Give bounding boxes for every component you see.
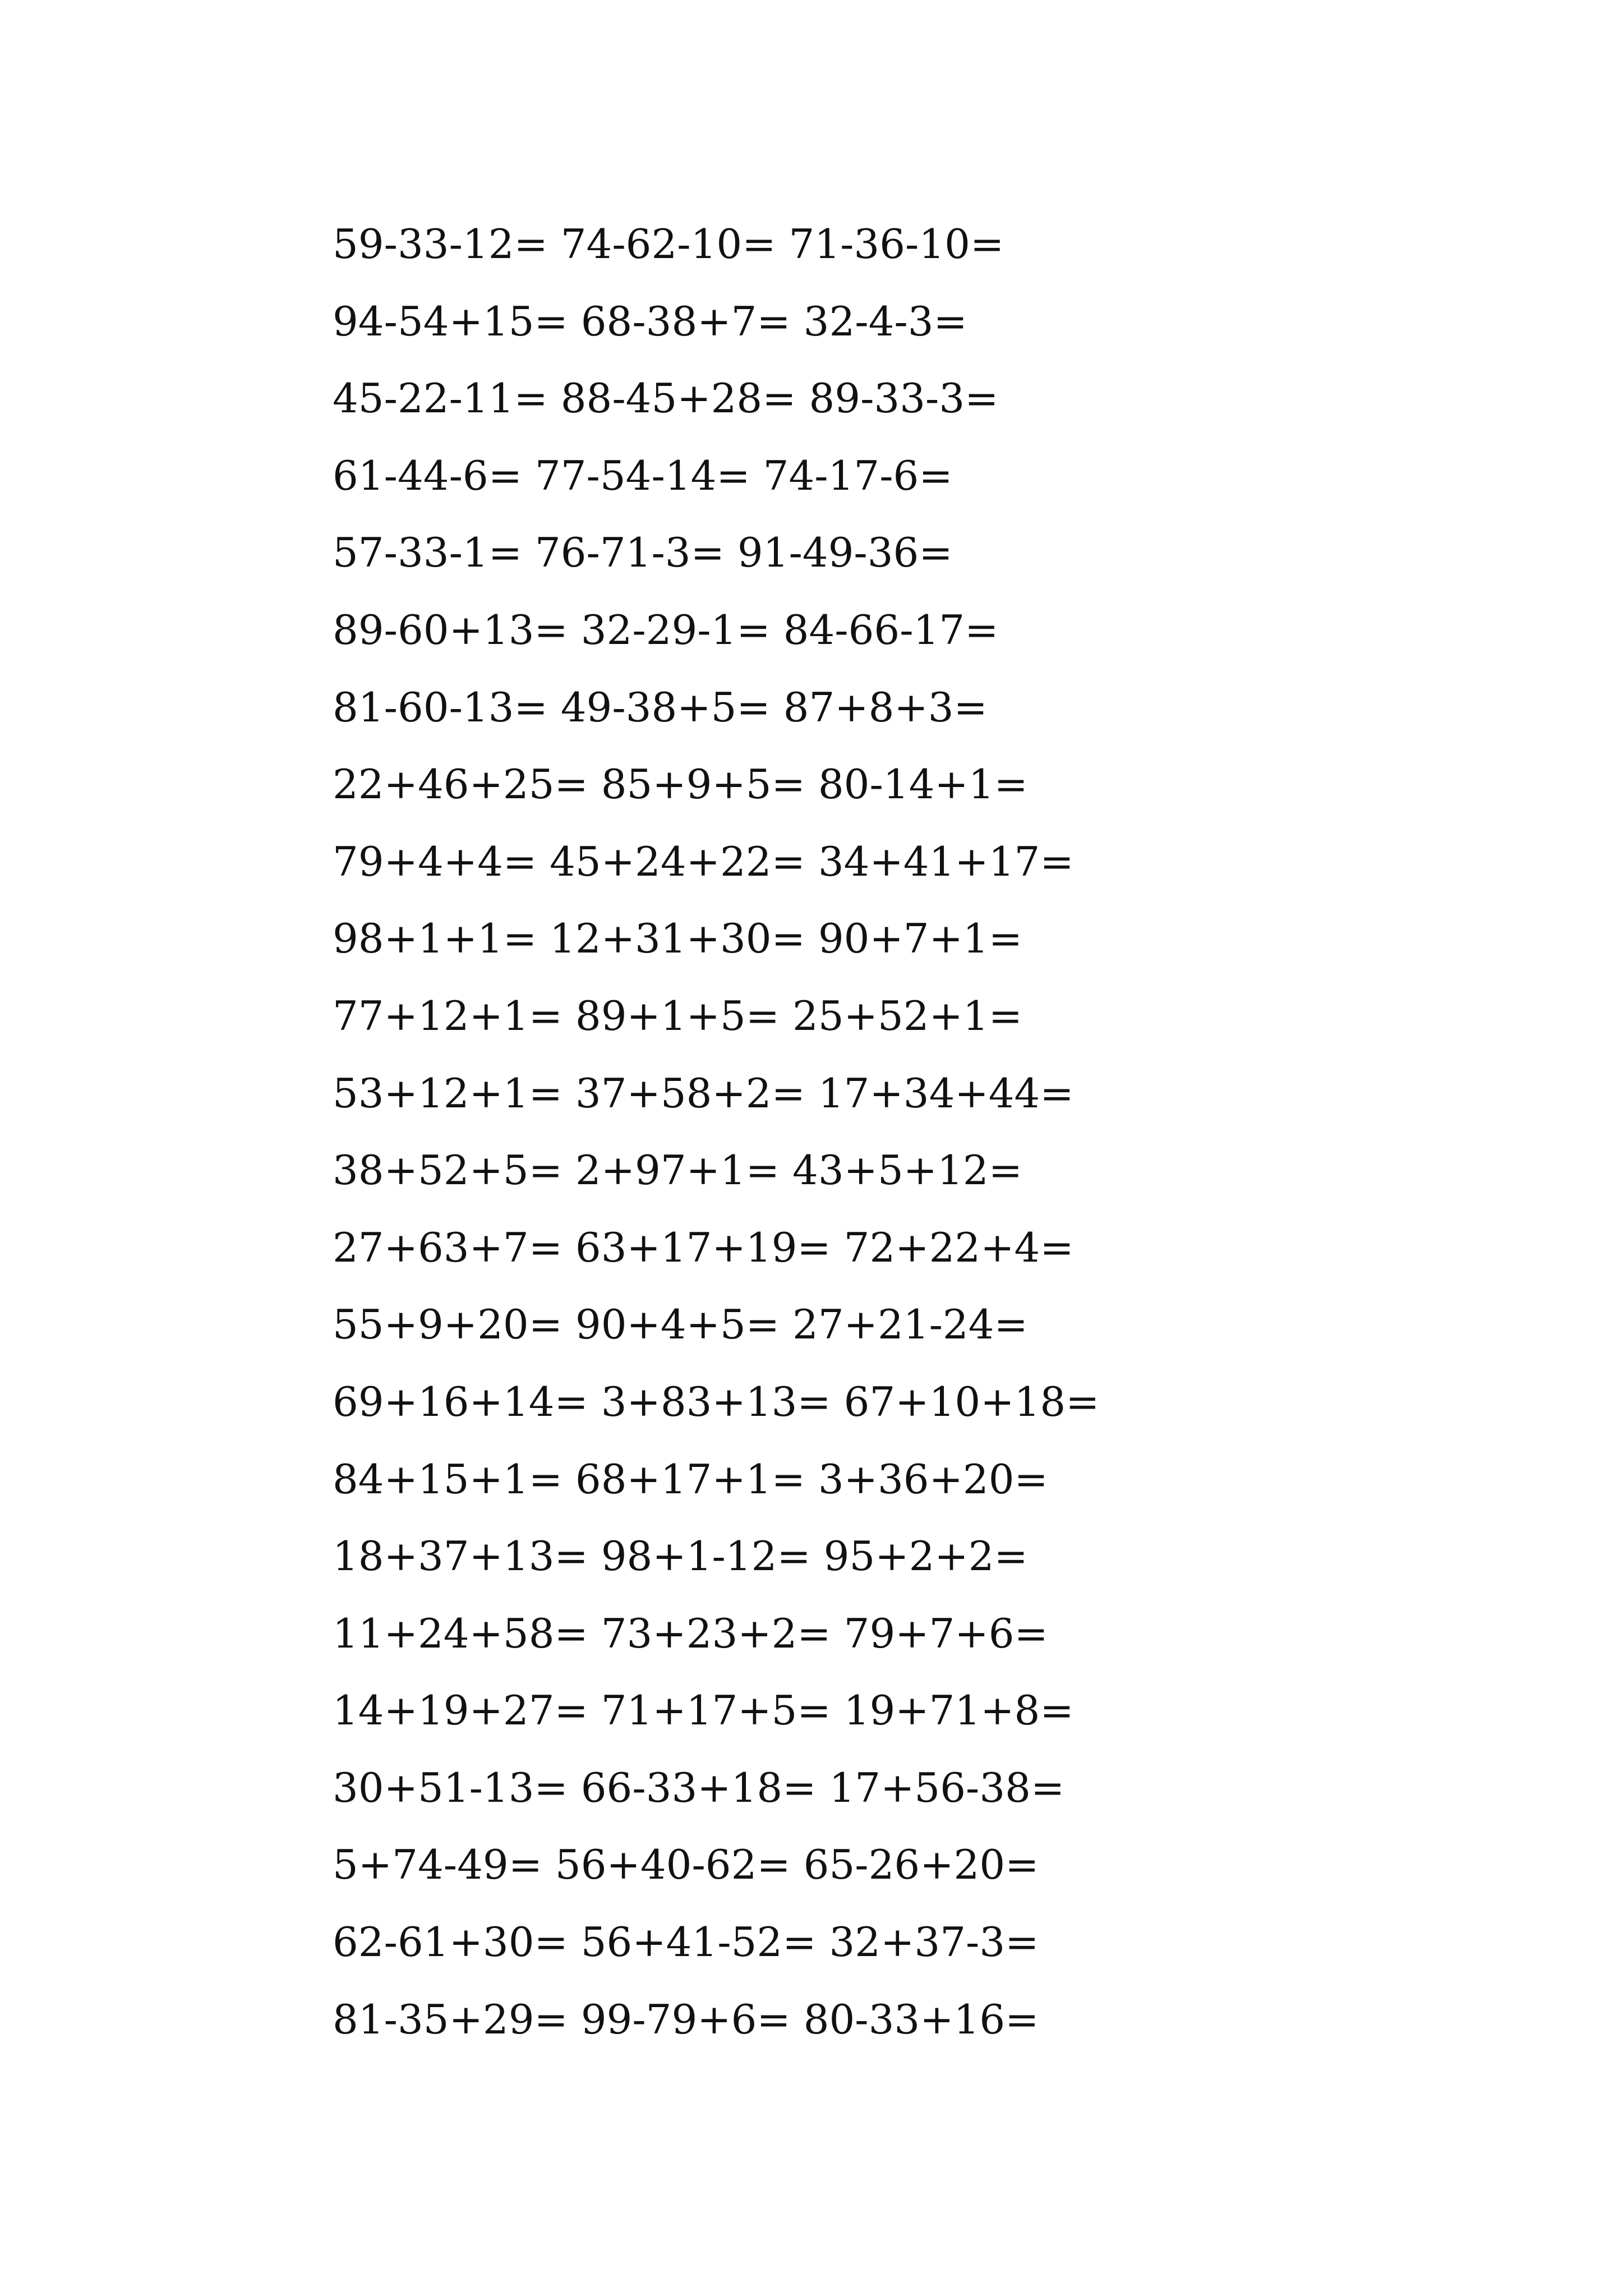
arithmetic-problem-list: [333, 206, 1099, 2058]
problem-row: 11+24+58= 73+23+2= 79+7+6=: [333, 1609, 1048, 1657]
problem-row: 14+19+27= 71+17+5= 19+71+8=: [333, 1687, 1074, 1734]
problem-row: 98+1+1= 12+31+30= 90+7+1=: [333, 915, 1023, 963]
problem-row: 61-44-6= 77-54-14= 74-17-6=: [333, 452, 953, 499]
problem-row: 27+63+7= 63+17+19= 72+22+4=: [333, 1223, 1074, 1271]
problem-row: 18+37+13= 98+1-12= 95+2+2=: [333, 1533, 1028, 1580]
problem-row: 5+74-49= 56+40-62= 65-26+20=: [333, 1841, 1039, 1889]
problem-row: 57-33-1= 76-71-3= 91-49-36=: [333, 529, 953, 577]
problem-row: 38+52+5= 2+97+1= 43+5+12=: [333, 1147, 1023, 1194]
problem-row: 79+4+4= 45+24+22= 34+41+17=: [333, 838, 1074, 885]
problem-row: 62-61+30= 56+41-52= 32+37-3=: [333, 1918, 1039, 1966]
problem-row: 77+12+1= 89+1+5= 25+52+1=: [333, 992, 1023, 1039]
problem-row: 45-22-11= 88-45+28= 89-33-3=: [333, 375, 999, 422]
problem-row: 94-54+15= 68-38+7= 32-4-3=: [333, 297, 967, 345]
problem-row: 69+16+14= 3+83+13= 67+10+18=: [333, 1378, 1100, 1425]
problem-row: 84+15+1= 68+17+1= 3+36+20=: [333, 1455, 1048, 1503]
problem-row: 53+12+1= 37+58+2= 17+34+44=: [333, 1069, 1074, 1117]
problem-row: 59-33-12= 74-62-10= 71-36-10=: [333, 220, 1004, 268]
problem-row: 81-60-13= 49-38+5= 87+8+3=: [333, 683, 988, 731]
problem-row: 81-35+29= 99-79+6= 80-33+16=: [333, 1995, 1039, 2043]
problem-row: 55+9+20= 90+4+5= 27+21-24=: [333, 1301, 1028, 1349]
problem-row: 22+46+25= 85+9+5= 80-14+1=: [333, 761, 1028, 808]
problem-row: 89-60+13= 32-29-1= 84-66-17=: [333, 606, 999, 654]
problem-row: 30+51-13= 66-33+18= 17+56-38=: [333, 1764, 1065, 1811]
